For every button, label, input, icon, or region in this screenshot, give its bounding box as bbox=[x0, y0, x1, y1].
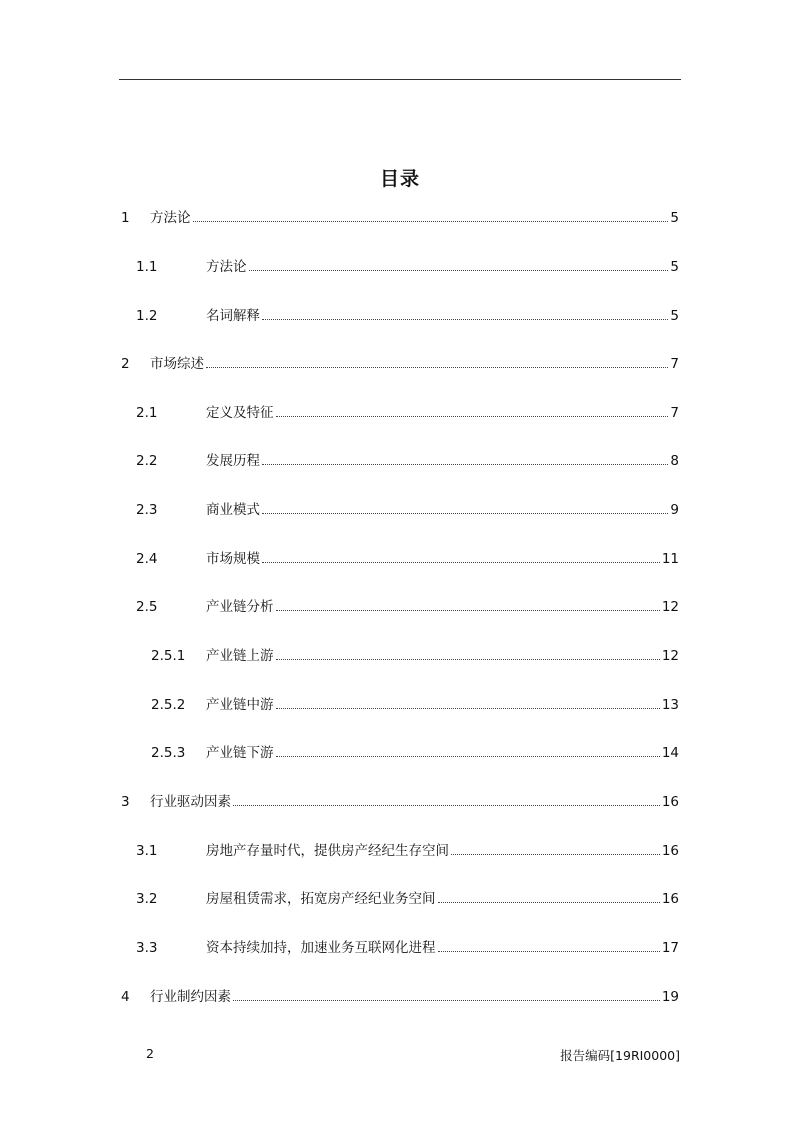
toc-entry-page: 12 bbox=[661, 648, 679, 664]
toc-entry[interactable] bbox=[136, 889, 679, 909]
toc-entry-label: 定义及特征 bbox=[206, 405, 274, 421]
toc-entry-number: 3 bbox=[121, 794, 130, 810]
toc-entry[interactable] bbox=[121, 208, 679, 228]
toc-entry[interactable] bbox=[136, 306, 679, 326]
toc-dot-leader bbox=[262, 319, 668, 320]
toc-entry-label: 方法论 bbox=[150, 210, 191, 226]
header-rule bbox=[119, 79, 681, 80]
toc-entry-page: 11 bbox=[661, 551, 679, 567]
toc-entry-number: 2.2 bbox=[136, 453, 158, 469]
toc-entry-label: 行业驱动因素 bbox=[150, 794, 231, 810]
toc-entry-page: 13 bbox=[661, 697, 679, 713]
toc-entry[interactable] bbox=[136, 549, 679, 569]
toc-dot-leader bbox=[233, 1000, 660, 1001]
toc-entry[interactable] bbox=[136, 841, 679, 861]
toc-entry-page: 14 bbox=[661, 745, 679, 761]
toc-entry-label: 产业链上游 bbox=[206, 648, 274, 664]
toc-entry-page: 12 bbox=[661, 599, 679, 615]
toc-entry-number: 2 bbox=[121, 356, 130, 372]
toc-dot-leader bbox=[276, 756, 660, 757]
toc-entry-number: 3.2 bbox=[136, 891, 158, 907]
toc-entry-label: 产业链下游 bbox=[206, 745, 274, 761]
toc-entry-number: 4 bbox=[121, 989, 130, 1005]
toc-entry[interactable] bbox=[136, 597, 679, 617]
toc-entry-label: 发展历程 bbox=[206, 453, 260, 469]
toc-entry-number: 2.3 bbox=[136, 502, 158, 518]
toc-dot-leader bbox=[276, 610, 660, 611]
toc-entry-page: 8 bbox=[670, 453, 679, 469]
toc-entry-page: 5 bbox=[670, 308, 679, 324]
toc-entry-page: 16 bbox=[661, 891, 679, 907]
page-title: 目录 bbox=[379, 168, 420, 190]
toc-dot-leader bbox=[206, 367, 668, 368]
toc-entry[interactable] bbox=[151, 695, 679, 715]
toc-entry-page: 16 bbox=[661, 843, 679, 859]
toc-entry-page: 5 bbox=[670, 259, 679, 275]
toc-dot-leader bbox=[451, 854, 660, 855]
toc-entry-number: 2.5.3 bbox=[151, 745, 186, 761]
toc-entry-label: 市场综述 bbox=[150, 356, 204, 372]
toc-entry-label: 方法论 bbox=[206, 259, 247, 275]
toc-entry-label: 商业模式 bbox=[206, 502, 260, 518]
toc-dot-leader bbox=[438, 951, 660, 952]
toc-entry-number: 2.1 bbox=[136, 405, 158, 421]
toc-entry-number: 2.5.2 bbox=[151, 697, 186, 713]
toc-dot-leader bbox=[233, 805, 660, 806]
toc-entry-label: 房屋租赁需求，拓宽房产经纪业务空间 bbox=[206, 891, 436, 907]
toc-entry[interactable] bbox=[136, 403, 679, 423]
toc-entry-page: 7 bbox=[670, 356, 679, 372]
toc-entry[interactable] bbox=[136, 500, 679, 520]
toc-entry-page: 9 bbox=[670, 502, 679, 518]
toc-entry-number: 3.3 bbox=[136, 940, 158, 956]
toc-dot-leader bbox=[249, 270, 669, 271]
toc-entry-label: 资本持续加持，加速业务互联网化进程 bbox=[206, 940, 436, 956]
toc-entry-label: 市场规模 bbox=[206, 551, 260, 567]
toc-dot-leader bbox=[262, 513, 668, 514]
toc-entry-page: 17 bbox=[661, 940, 679, 956]
toc-entry[interactable] bbox=[121, 354, 679, 374]
toc-entry-number: 1.1 bbox=[136, 259, 158, 275]
toc-entry-number: 1 bbox=[121, 210, 130, 226]
toc-entry-page: 5 bbox=[670, 210, 679, 226]
toc-entry[interactable] bbox=[151, 743, 679, 763]
toc-entry-label: 产业链分析 bbox=[206, 599, 274, 615]
toc-dot-leader bbox=[276, 416, 669, 417]
toc-entry-number: 2.5.1 bbox=[151, 648, 186, 664]
toc-entry[interactable] bbox=[121, 792, 679, 812]
toc-entry[interactable] bbox=[136, 257, 679, 277]
toc-entry-number: 1.2 bbox=[136, 308, 158, 324]
toc-dot-leader bbox=[438, 902, 660, 903]
toc-entry-label: 产业链中游 bbox=[206, 697, 274, 713]
toc-entry-number: 2.4 bbox=[136, 551, 158, 567]
toc-dot-leader bbox=[193, 221, 669, 222]
toc-entry-number: 3.1 bbox=[136, 843, 158, 859]
toc-entry-label: 行业制约因素 bbox=[150, 989, 231, 1005]
toc-entry[interactable] bbox=[136, 938, 679, 958]
toc-entry[interactable] bbox=[151, 646, 679, 666]
toc-entry-label: 房地产存量时代，提供房产经纪生存空间 bbox=[206, 843, 449, 859]
toc-entry-page: 7 bbox=[670, 405, 679, 421]
toc-entry-label: 名词解释 bbox=[206, 308, 260, 324]
toc-entry-page: 16 bbox=[661, 794, 679, 810]
toc-entry-number: 2.5 bbox=[136, 599, 158, 615]
toc-entry[interactable] bbox=[121, 987, 679, 1007]
footer-report-code: 报告编码[19RI0000] bbox=[560, 1048, 680, 1063]
toc-dot-leader bbox=[276, 708, 660, 709]
footer-page-number: 2 bbox=[146, 1046, 154, 1061]
toc-dot-leader bbox=[276, 659, 660, 660]
toc-dot-leader bbox=[262, 562, 660, 563]
toc-entry-page: 19 bbox=[661, 989, 679, 1005]
toc-dot-leader bbox=[262, 464, 668, 465]
toc-entry[interactable] bbox=[136, 451, 679, 471]
